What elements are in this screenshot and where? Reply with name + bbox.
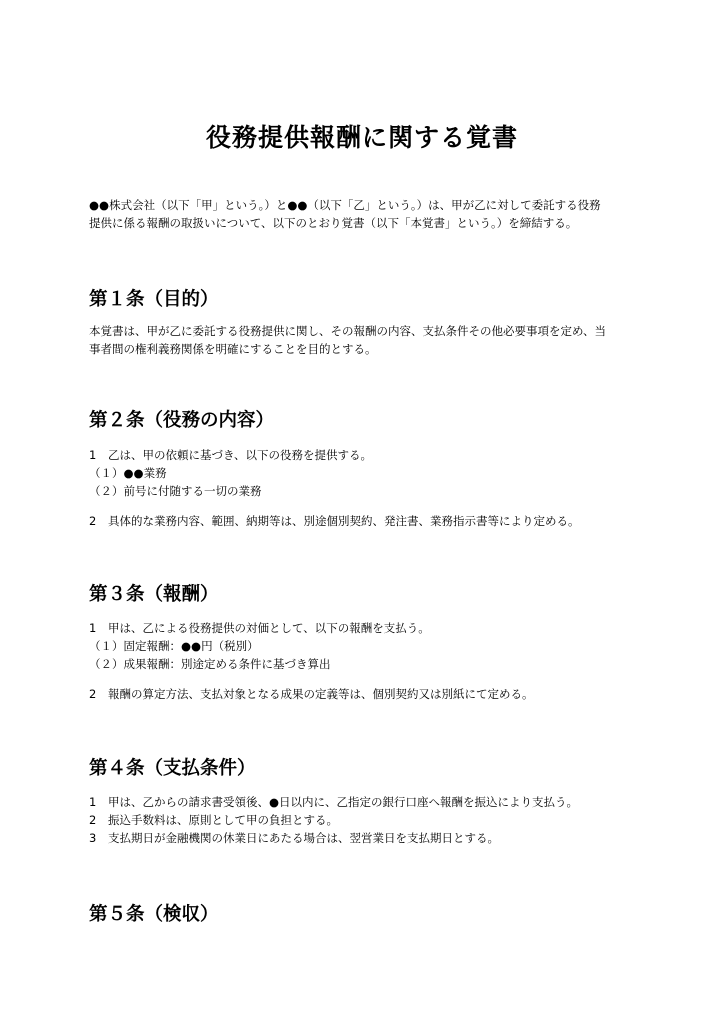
clause-number: 1 xyxy=(89,448,97,462)
article-4-clause-3 xyxy=(89,829,499,847)
clause-text: 甲は、乙からの請求書受領後、●日以内に、乙指定の銀行口座へ報酬を振込により支払う。 xyxy=(108,795,579,809)
clause-number: 1 xyxy=(89,621,97,635)
clause-number: 2 xyxy=(89,687,97,701)
article-3-item-1: （１）固定報酬：●●円（税別） xyxy=(89,639,259,653)
clause-text: 甲は、乙による役務提供の対価として、以下の報酬を支払う。 xyxy=(108,621,430,635)
article-4-heading: 第４条（支払条件） xyxy=(89,758,256,779)
clause-number: 2 xyxy=(89,514,97,528)
preamble-paragraph xyxy=(89,196,649,232)
clause-text: 具体的な業務内容、範囲、納期等は、別途個別契約、発注書、業務指示書等により定める。 xyxy=(108,514,580,528)
article-3-heading: 第３条（報酬） xyxy=(89,584,219,605)
clause-text: 乙は、甲の依頼に基づき、以下の役務を提供する。 xyxy=(108,448,373,462)
clause-text: 振込手数料は、原則として甲の負担とする。 xyxy=(108,813,338,827)
article-2-heading: 第２条（役務の内容） xyxy=(89,410,275,431)
clause-number: 3 xyxy=(89,831,97,845)
article-1-line-1: 本覚書は、甲が乙に委託する役務提供に関し、その報酬の内容、支払条件その他必要事項を定め、当 xyxy=(89,324,607,338)
article-1-line-2: 事者間の権利義務関係を明確にすることを目的とする。 xyxy=(89,342,377,356)
article-2-item-2: （２）前号に付随する一切の業務 xyxy=(89,484,262,498)
article-4-clause-1 xyxy=(89,793,578,811)
article-4-clause-2 xyxy=(89,811,338,829)
article-3-item-2: （２）成果報酬：別途定める条件に基づき算出 xyxy=(89,657,331,671)
article-2-clause-2 xyxy=(89,512,580,530)
article-1-heading: 第１条（目的） xyxy=(89,289,219,310)
clause-text: 報酬の算定方法、支払対象となる成果の定義等は、個別契約又は別紙にて定める。 xyxy=(108,687,534,701)
article-2-item-1: （１）●●業務 xyxy=(89,466,167,480)
preamble-line-2: 提供に係る報酬の取扱いについて、以下のとおり覚書（以下「本覚書」という。）を締結する。 xyxy=(89,216,578,230)
clause-number: 2 xyxy=(89,813,97,827)
document-title: 役務提供報酬に関する覚書 xyxy=(205,123,518,152)
article-1-paragraph xyxy=(89,322,649,358)
clause-number: 1 xyxy=(89,795,97,809)
clause-text: 支払期日が金融機関の休業日にあたる場合は、翌営業日を支払期日とする。 xyxy=(108,831,499,845)
preamble-line-1: ●●株式会社（以下「甲」という。）と●●（以下「乙」という。）は、甲が乙に対して委託する役務 xyxy=(89,198,601,212)
article-3-clause-2 xyxy=(89,685,534,703)
article-2-clause-1 xyxy=(89,446,372,464)
article-3-clause-1 xyxy=(89,619,430,637)
article-5-heading: 第５条（検収） xyxy=(89,904,219,925)
